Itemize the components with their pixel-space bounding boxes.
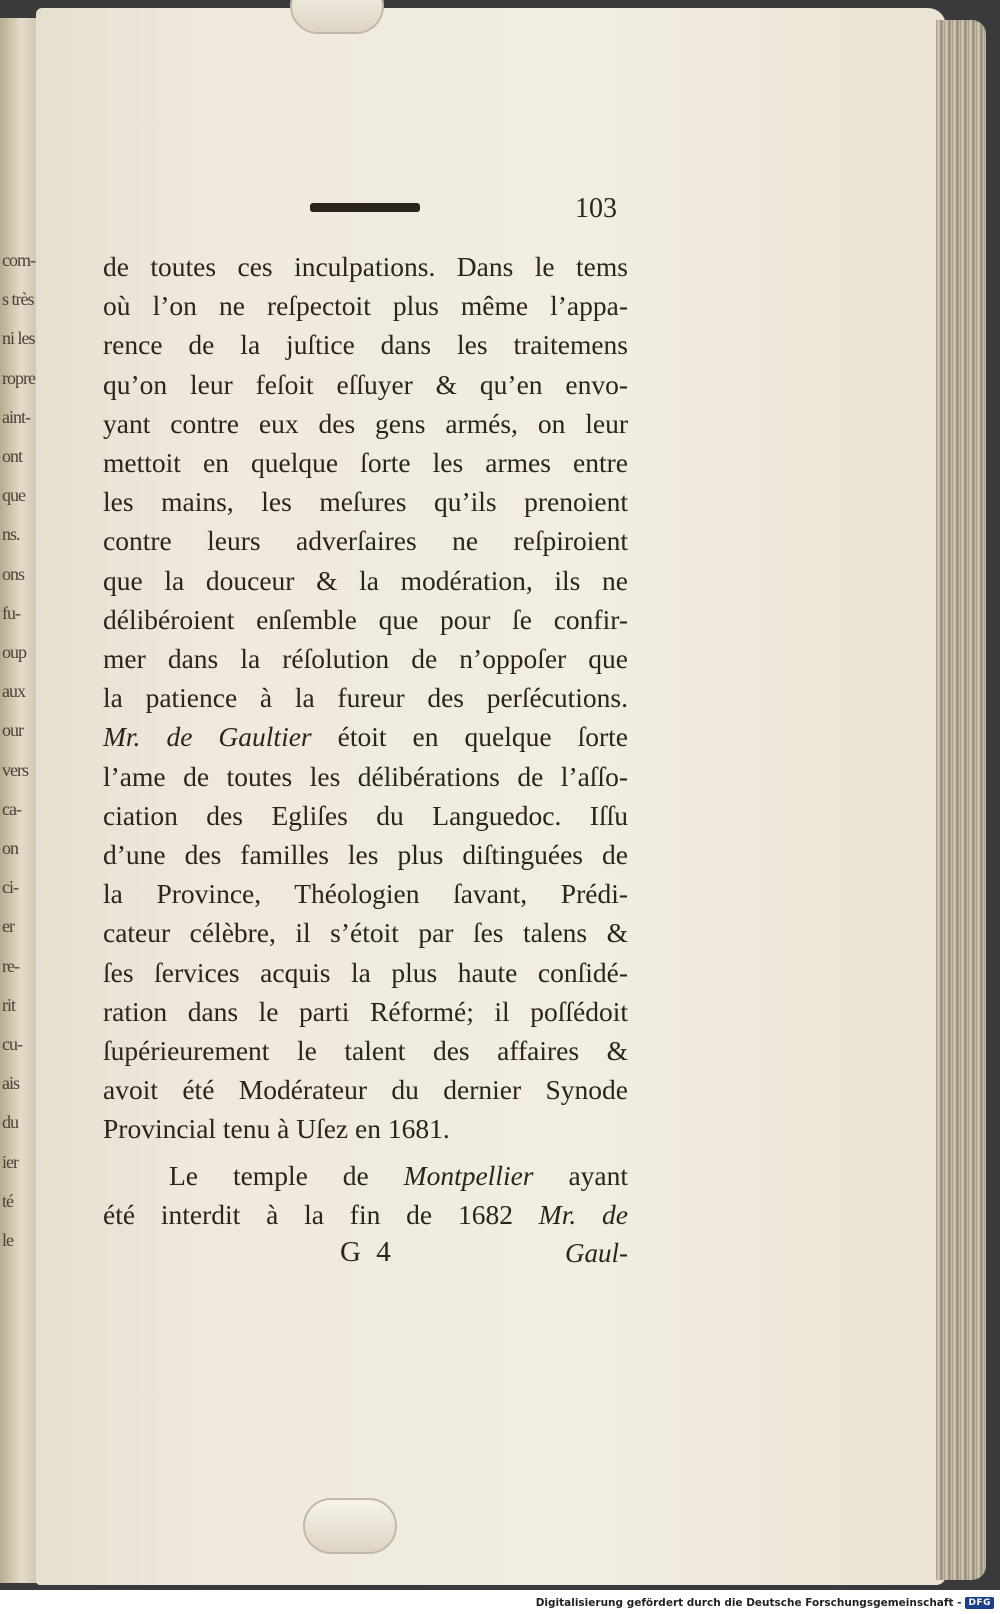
facing-page-fragment: ci- (2, 877, 18, 898)
facing-page-fragment: du (2, 1112, 18, 1133)
text-line: où l’on ne reſpectoit plus même l’appa- (103, 290, 628, 322)
facing-page-fragment: oup (2, 642, 26, 662)
text-line: yant contre eux des gens armés, on leur (103, 407, 628, 439)
text-line: ſes ſervices acquis la plus haute conſidé- (103, 956, 628, 988)
facing-page-fragment: our (2, 720, 23, 741)
bottom-page-clip (303, 1498, 397, 1554)
facing-page-fragment: er (2, 916, 14, 937)
facing-page-fragment: ais (2, 1073, 19, 1094)
text-line: ciation des Egliſes du Languedoc. Iſſu (103, 799, 628, 831)
signature-mark: G 4 (340, 1236, 395, 1268)
text-line: l’ame de toutes les délibérations de l’aſſo- (103, 760, 628, 792)
page-number: 103 (575, 193, 617, 224)
text-line: qu’on leur feſoit eſſuyer & qu’en envo- (103, 368, 628, 400)
facing-page-fragment: ons (2, 563, 25, 584)
text-line: délibéroient enſemble que pour ſe confir- (103, 603, 628, 635)
text-line: la Province, Théologien ſavant, Prédi- (103, 878, 628, 910)
text-line: ſupérieurement le talent des affaires & (103, 1035, 628, 1067)
text-line: que la douceur & la modération, ils ne (103, 564, 628, 596)
text-line: Provincial tenu à Uſez en 1681. (103, 1113, 450, 1145)
text-line: de toutes ces inculpations. Dans le tems (103, 251, 628, 282)
body-text (103, 247, 628, 1234)
facing-page-fragment: que (2, 485, 25, 506)
dfg-logo: DFG (965, 1597, 994, 1609)
facing-page-fragment: té (2, 1190, 13, 1211)
header-rule (310, 203, 420, 212)
facing-page-fragment: com- (2, 250, 35, 270)
text-fragment: Le temple de (169, 1159, 369, 1191)
facing-page-fragment: rit (2, 994, 15, 1015)
text-line-rest: étoit en quelque ſorte (337, 721, 628, 753)
text-fragment: ayant (568, 1159, 629, 1191)
text-line (103, 1156, 628, 1195)
text-line: les mains, les meſures qu’ils prenoient (103, 486, 628, 518)
italic-name: Mr. de Gaultier (103, 721, 312, 753)
facing-page-fragment: ni les (2, 328, 35, 349)
italic-name: Mr. de (538, 1198, 628, 1230)
facing-page-fragment: aint- (2, 406, 30, 427)
facing-page-fragment: on (2, 838, 18, 858)
facing-page-fragment: le (2, 1230, 13, 1250)
text-line: ration dans le parti Réformé; il poſſédoit (103, 995, 628, 1027)
text-line: rence de la juſtice dans les traitemens (103, 329, 628, 361)
italic-place: Montpellier (403, 1159, 534, 1191)
facing-page-fragment: fu- (2, 602, 20, 623)
facing-page-fragment: ier (2, 1151, 18, 1172)
facing-page-fragment: cu- (2, 1034, 22, 1054)
page-edge-stack (936, 20, 986, 1580)
facing-page-fragment: ont (2, 446, 23, 466)
text-line: mer dans la réſolution de n’oppoſer que (103, 643, 628, 675)
facing-page-fragment: aux (2, 681, 25, 702)
left-page-margin (0, 18, 40, 1583)
facing-page-fragment: vers (2, 759, 28, 780)
facing-page-fragment: ropre (2, 367, 35, 388)
text-line: la patience à la fureur des perſécutions. (103, 682, 628, 714)
text-line: contre leurs adverſaires ne reſpiroient (103, 525, 628, 557)
credit-text: Digitalisierung gefördert durch die Deutsche Forschungsgemeinschaft - (535, 1597, 962, 1609)
catchword: Gaul- (565, 1238, 628, 1268)
facing-page-fragment: ns. (2, 524, 20, 545)
facing-page-fragment: re- (2, 955, 19, 976)
digitization-credit (536, 1595, 994, 1611)
text-line (103, 717, 628, 756)
text-line (103, 1195, 628, 1234)
facing-page-fragment: s très (2, 289, 34, 310)
text-line: cateur célèbre, il s’étoit par ſes talens & (103, 917, 628, 949)
text-fragment: été interdit à la fin de 1682 (103, 1198, 513, 1230)
text-line: mettoit en quelque ſorte les armes entre (103, 447, 628, 479)
text-line: avoit été Modérateur du dernier Synode (103, 1074, 628, 1106)
facing-page-fragment: ca- (2, 798, 21, 819)
top-page-clip (290, 0, 384, 34)
text-line: d’une des familles les plus diſtinguées de (103, 839, 628, 871)
